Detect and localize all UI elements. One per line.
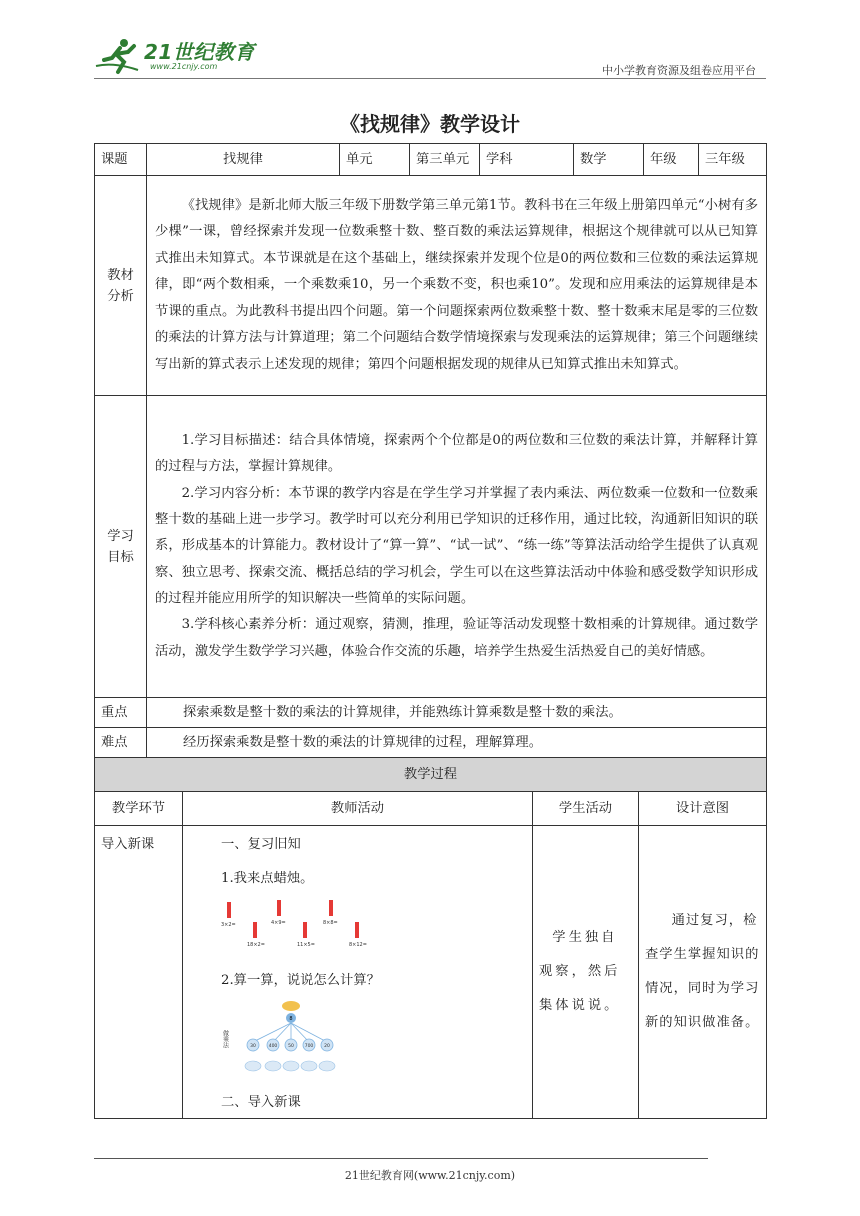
candle-figure (221, 898, 371, 960)
analysis-text: 《找规律》是新北师大版三年级下册数学第三单元第1节。教科书在三年级上册第四单元“小树有多少棵”一课，曾经探索并发现一位数乘整十数、整百数的乘法运算规律，根据这个规律就可以从已知算式推出未知算式。本节课就是在这个基础上，继续探索并发现个位是0的两位数和三位数的乘法运算规律，即“两个数相乘，一个乘数乘10，另一个乘数不变，积也乘10”。发现和应用乘法的运算规律是本节课的重点。为此教科书提出四个问题。第一个问题探索两位数乘整十数、整十数乘末尾是零的三位数的乘法的计算方法与计算道理；第二个问题结合数学情境探索与发现乘法的运算规律；第三个问题继续写出新的算式表示上述发现的规律；第四个问题根据发现的规律从已知算式推出未知算式。 (155, 197, 758, 372)
course-label: 课题 (95, 144, 147, 176)
candle-label: 3×2= (221, 922, 236, 928)
svg-text:50: 50 (288, 1044, 294, 1049)
review-heading: 一、复习旧知 (221, 837, 301, 852)
subject-value: 数学 (574, 144, 644, 176)
difficulty-text: 经历探索乘数是整十数的乘法的计算规律的过程，理解算理。 (147, 728, 767, 758)
goals-label: 学习目标 (95, 396, 147, 698)
grade-value: 三年级 (699, 144, 767, 176)
unit-label: 单元 (340, 144, 410, 176)
difficulty-label: 难点 (95, 728, 147, 758)
svg-text:400: 400 (268, 1044, 278, 1049)
platform-name: 中小学教育资源及组卷应用平台 (602, 64, 756, 77)
process-header: 教学过程 (95, 758, 767, 792)
document-title: 《找规律》教学设计 (340, 112, 520, 136)
key-point-text: 探索乘数是整十数的乘法的计算规律，并能熟练计算乘数是整十数的乘法。 (147, 698, 767, 728)
multiplication-tree (219, 998, 349, 1078)
student-activity: 学生独自观察，然后集体说说。 (533, 826, 639, 1119)
candle-label: 11×5= (297, 942, 315, 948)
key-point-label: 重点 (95, 698, 147, 728)
goal-item-1: 1.学习目标描述：结合具体情境，探索两个个位都是0的两位数和三位数的乘法计算，并解释计算的过程与方法，掌握计算规律。 (155, 433, 758, 475)
page-header (94, 28, 766, 78)
svg-text:8: 8 (289, 1016, 293, 1022)
col-stage: 教学环节 (95, 792, 183, 826)
col-intent: 设计意图 (639, 792, 767, 826)
process-table (94, 757, 767, 1119)
runner-icon (94, 36, 144, 76)
subject-label: 学科 (480, 144, 574, 176)
logo-text: 21世纪教育 (144, 40, 255, 64)
tree-side-label: 做乘法 (221, 1030, 229, 1048)
info-table (94, 143, 767, 758)
candle-label: 8×12= (349, 942, 367, 948)
footer: 21世纪教育网(www.21cnjy.com) (344, 1169, 516, 1182)
header-divider (94, 78, 766, 79)
candle-icon (227, 900, 359, 938)
intro-heading: 二、导入新课 (221, 1095, 301, 1110)
candle-label: 18×2= (247, 942, 265, 948)
svg-text:20: 20 (324, 1044, 330, 1049)
calc-task: 2.算一算，说说怎么计算？ (221, 973, 380, 988)
candle-label: 4×9= (271, 920, 286, 926)
candle-label: 8×8= (323, 920, 338, 926)
footer-divider (94, 1158, 708, 1159)
logo-url: www.21cnjy.com (150, 62, 218, 71)
cloud-icon (245, 1061, 335, 1071)
teacher-activity (183, 826, 533, 1119)
logo (94, 36, 264, 76)
col-teacher: 教师活动 (183, 792, 533, 826)
svg-text:700: 700 (304, 1044, 314, 1049)
course-value: 找规律 (147, 144, 340, 176)
analysis-label: 教材分析 (95, 176, 147, 396)
unit-value: 第三单元 (410, 144, 480, 176)
candle-task: 1.我来点蜡烛。 (221, 871, 314, 886)
goal-item-3: 3.学科核心素养分析：通过观察，猜测，推理，验证等活动发现整十数相乘的计算规律。通过数学活动，激发学生数学学习兴趣，体验合作交流的乐趣，培养学生热爱生活热爱自己的美好情感。 (155, 617, 758, 659)
hat-icon (282, 1001, 300, 1011)
goal-item-2: 2.学习内容分析：本节课的教学内容是在学生学习并掌握了表内乘法、两位数乘一位数和一位数乘整十数的基础上进一步学习。教学时可以充分利用已学知识的迁移作用，通过比较，沟通新旧知识的联系，形成基本的计算能力。教材设计了“算一算”、“试一试”、“练一练”等算法活动给学生提供了认真观察、独立思考、探索交流、概括总结的学习机会，学生可以在这些算法活动中体验和感受数学知识形成的过程并能应用所学的知识解决一些简单的实际问题。 (155, 485, 758, 606)
svg-text:30: 30 (250, 1044, 256, 1049)
grade-label: 年级 (644, 144, 699, 176)
design-intent: 通过复习，检查学生掌握知识的情况，同时为学习新的知识做准备。 (639, 826, 767, 1119)
stage-cell: 导入新课 (95, 826, 183, 1119)
col-student: 学生活动 (533, 792, 639, 826)
